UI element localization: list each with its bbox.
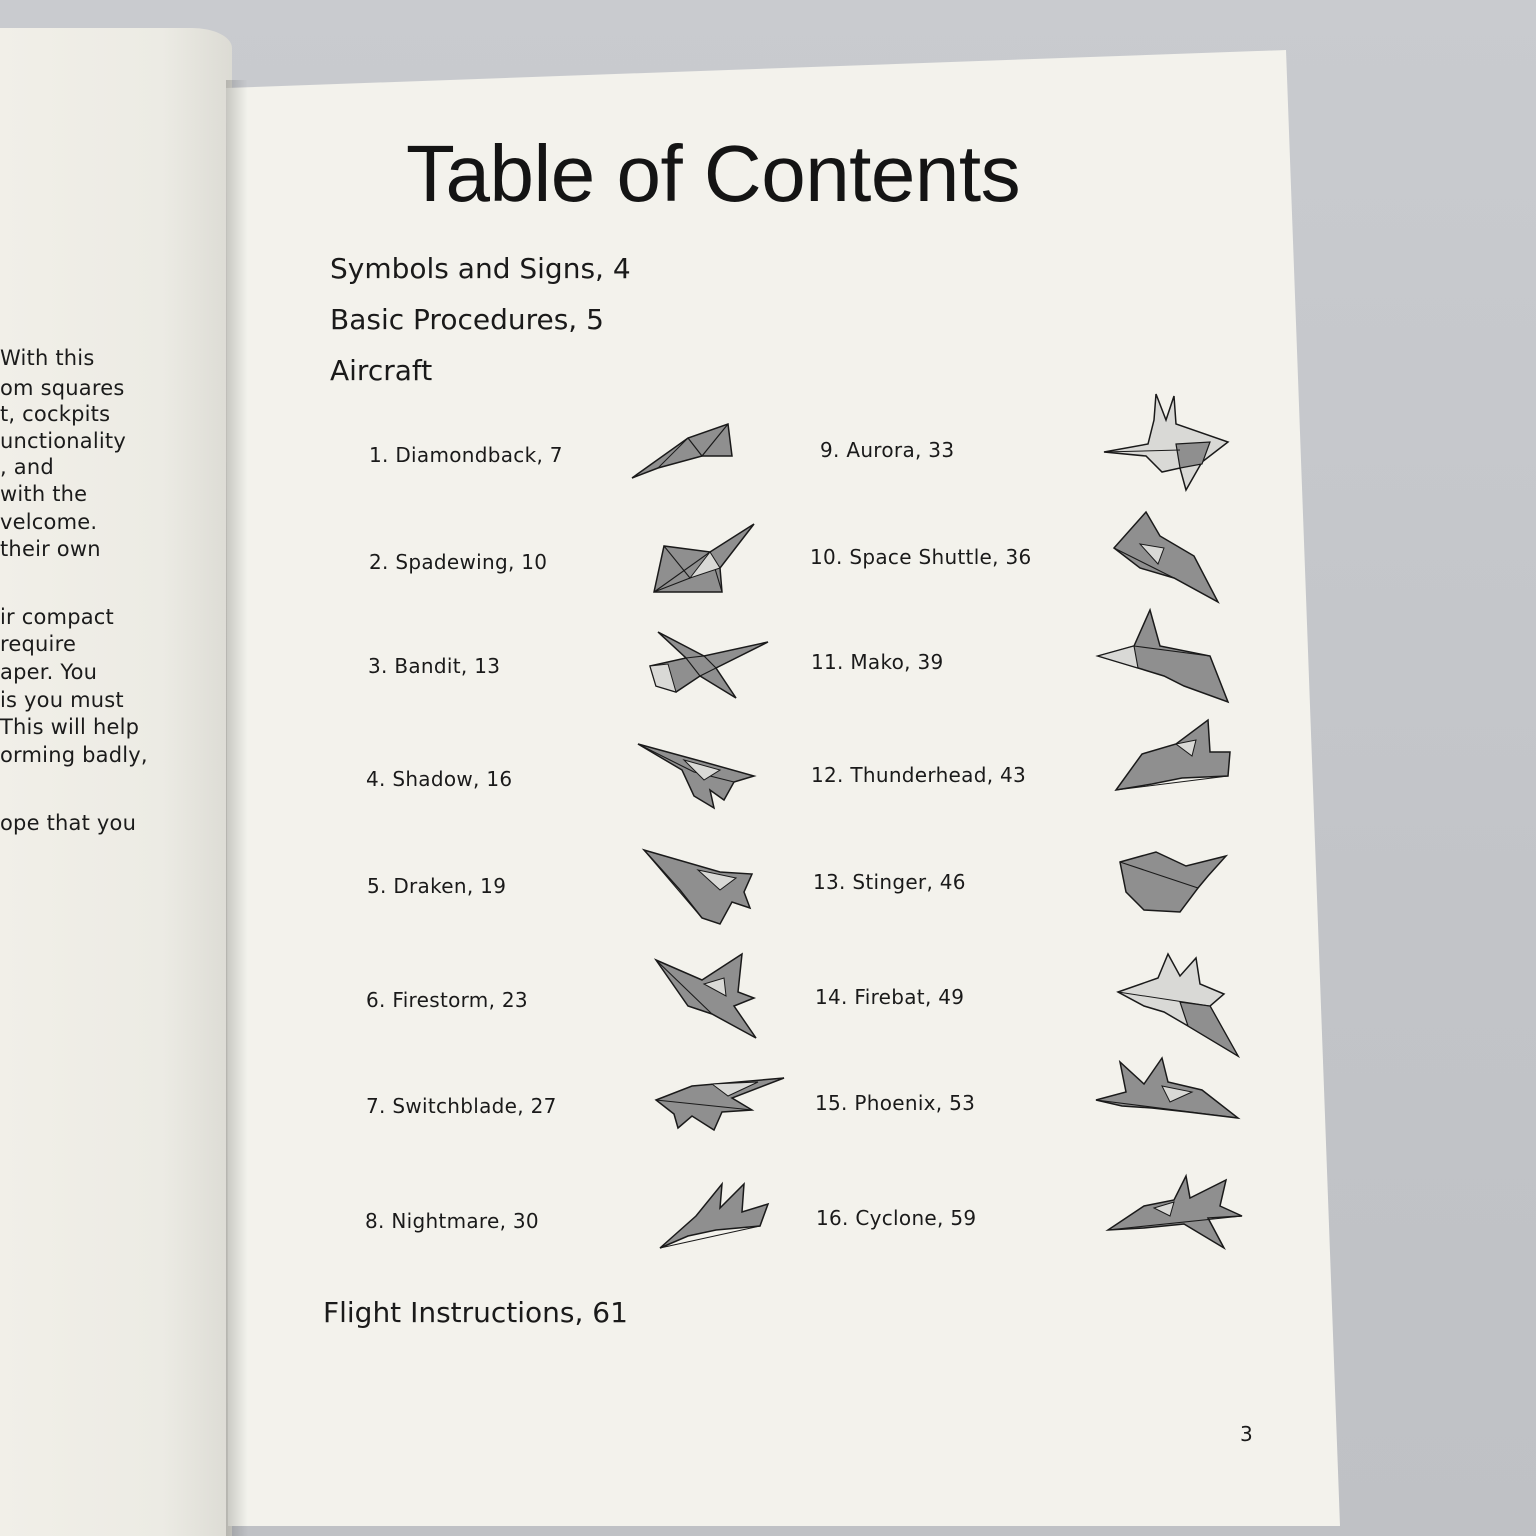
switchblade-plane-icon [652,1074,788,1134]
left-page-text: orming badly, [0,743,148,767]
toc-entry-space-shuttle: 10. Space Shuttle, 36 [810,545,1032,569]
toc-entry-draken: 5. Draken, 19 [367,874,507,898]
left-page-text: aper. You [0,660,98,684]
diamondback-plane-icon [628,418,740,484]
left-page-text: their own [0,537,101,561]
toc-entry-thunderhead: 12. Thunderhead, 43 [811,763,1027,787]
draken-plane-icon [640,846,758,928]
left-page-text: t, cockpits [0,402,111,426]
toc-entry-switchblade: 7. Switchblade, 27 [366,1094,557,1118]
toc-entry-firebat: 14. Firebat, 49 [815,985,965,1009]
left-page-text: require [0,632,77,656]
spadewing-plane-icon [650,520,760,598]
phoenix-plane-icon [1092,1056,1242,1124]
toc-flight-instructions: Flight Instructions, 61 [323,1296,628,1329]
toc-entry-cyclone: 16. Cyclone, 59 [816,1206,977,1230]
left-page-text: This will help [0,715,140,739]
toc-symbols-and-signs: Symbols and Signs, 4 [330,252,631,285]
firestorm-plane-icon [652,950,762,1042]
left-page-text: with the [0,482,88,506]
firebat-plane-icon [1114,950,1242,1062]
left-page-text: With this [0,346,95,370]
cyclone-plane-icon [1104,1172,1246,1252]
left-page-text: velcome. [0,510,98,534]
page-number: 3 [1240,1422,1253,1446]
toc-entry-aurora: 9. Aurora, 33 [820,438,955,462]
left-page-text: is you must [0,688,124,712]
toc-entry-mako: 11. Mako, 39 [811,650,944,674]
toc-aircraft-heading: Aircraft [330,354,433,387]
mako-plane-icon [1094,606,1234,706]
left-page-text: om squares [0,376,125,400]
toc-entry-bandit: 3. Bandit, 13 [368,654,501,678]
toc-entry-nightmare: 8. Nightmare, 30 [365,1209,539,1233]
left-page-text: unctionality [0,429,126,453]
left-page-text: ope that you [0,811,137,835]
toc-entry-shadow: 4. Shadow, 16 [366,767,513,791]
left-page-text: ir compact [0,605,114,629]
thunderhead-plane-icon [1112,716,1234,796]
toc-entry-stinger: 13. Stinger, 46 [813,870,966,894]
toc-entry-diamondback: 1. Diamondback, 7 [369,443,563,467]
toc-entry-spadewing: 2. Spadewing, 10 [369,550,548,574]
toc-entry-firestorm: 6. Firestorm, 23 [366,988,528,1012]
left-page [0,28,232,1536]
nightmare-plane-icon [656,1178,772,1254]
bandit-plane-icon [646,628,772,702]
shadow-plane-icon [634,740,758,812]
left-page-text: , and [0,455,54,479]
page-title: Table of Contents [406,129,1021,218]
toc-basic-procedures: Basic Procedures, 5 [330,303,604,336]
stinger-plane-icon [1116,848,1230,916]
toc-entry-phoenix: 15. Phoenix, 53 [815,1091,976,1115]
space-shuttle-plane-icon [1110,508,1224,608]
aurora-plane-icon [1100,390,1232,498]
